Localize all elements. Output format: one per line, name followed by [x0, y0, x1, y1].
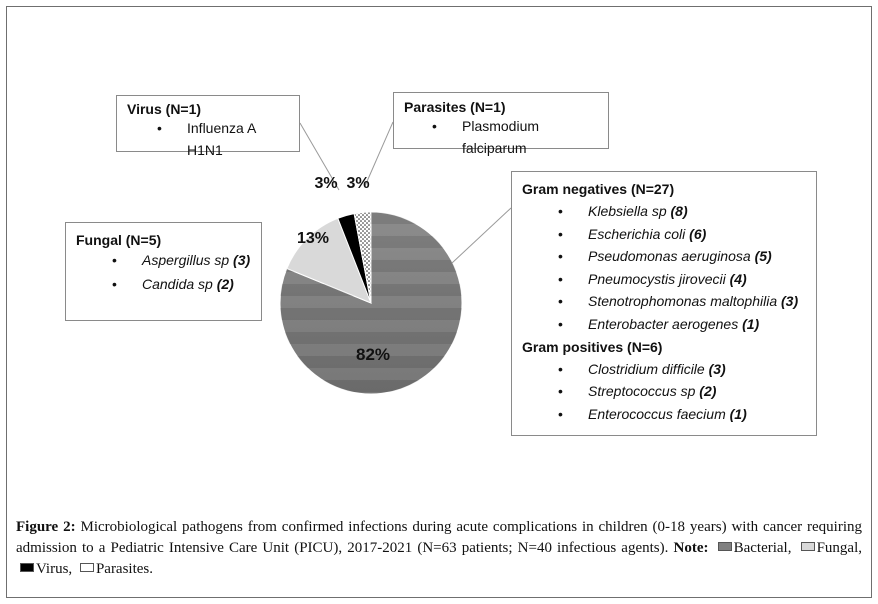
bacterial-callout	[511, 171, 817, 436]
pie-label-parasites: 3%	[346, 175, 370, 192]
fungal-callout	[65, 222, 262, 321]
virus-callout	[116, 95, 300, 158]
virus-title: Virus (N=1)	[127, 101, 202, 117]
gram-positives-title: Gram positives (N=6)	[522, 338, 663, 355]
gram-negative-item: • Klebsiella sp (8)	[522, 200, 806, 223]
figure-caption	[16, 517, 862, 580]
band-stripe	[280, 308, 462, 320]
parasites-swatch	[80, 563, 94, 572]
gram-negative-item: • Pneumocystis jirovecii (4)	[522, 268, 806, 291]
legend-bacterial: Bacterial,	[733, 540, 792, 556]
gram-negative-item: • Pseudomonas aeruginosa (5)	[522, 245, 806, 268]
bacterial-swatch	[718, 542, 732, 551]
fungal-item: • Aspergillus sp (3)	[76, 248, 251, 272]
legend-fungal: Fungal,	[816, 540, 863, 556]
band-stripe	[280, 332, 462, 344]
note-label: Note:	[673, 540, 709, 556]
legend-virus: Virus,	[36, 561, 73, 577]
caption-text: Microbiological pathogens from confirmed infections during acute complications in children (0-18 years) with cancer requiring admission to a Pediatric Intensive Care Unit (PICU), 2017-2021 (N=63 patients; N=40 infectious agents).	[16, 519, 862, 556]
parasites-title: Parasites (N=1)	[404, 99, 506, 115]
fungal-item: • Candida sp (2)	[76, 272, 251, 296]
fungal-title: Fungal (N=5)	[76, 232, 162, 248]
virus-item: • Influenza A H1N1	[127, 117, 289, 161]
virus-swatch	[20, 563, 34, 572]
gram-positive-item: • Streptococcus sp (2)	[522, 380, 806, 403]
gram-positive-item: • Clostridium difficile (3)	[522, 358, 806, 381]
band-stripe	[280, 284, 462, 296]
band-stripe	[280, 380, 462, 392]
gram-negatives-title: Gram negatives (N=27)	[522, 181, 675, 197]
band-stripe	[280, 212, 462, 224]
bacterial-leader-line	[452, 208, 511, 263]
gram-negative-item: • Stenotrophomonas maltophilia (3)	[522, 290, 806, 313]
pie-label-fungal: 13%	[296, 230, 330, 247]
gram-positive-item: • Enterococcus faecium (1)	[522, 403, 806, 426]
parasites-callout	[393, 92, 609, 156]
gram-negative-item: • Escherichia coli (6)	[522, 223, 806, 246]
legend-parasites: Parasites.	[95, 561, 154, 577]
pie-label-bacterial: 82%	[355, 345, 391, 364]
pie-label-virus: 3%	[314, 175, 338, 192]
caption-label: Figure 2:	[16, 519, 76, 535]
parasites-item: • Plasmodium falciparum	[404, 115, 598, 159]
gram-negative-item: • Enterobacter aerogenes (1)	[522, 313, 806, 336]
fungal-swatch	[801, 542, 815, 551]
